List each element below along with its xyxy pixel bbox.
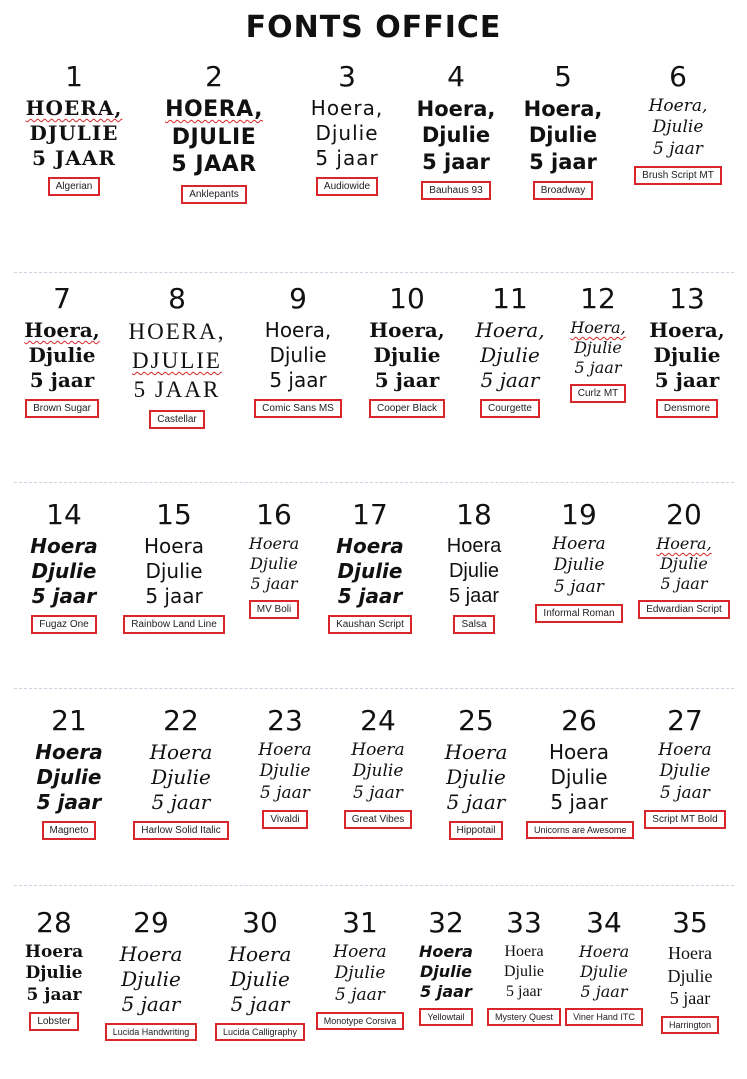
font-number: 2 xyxy=(205,60,223,93)
sample-line: Hoera xyxy=(35,740,103,764)
font-sample xyxy=(508,96,618,175)
sample-line: Hoera xyxy=(658,740,712,760)
page-title: FONTS OFFICE xyxy=(245,10,502,45)
sample-line: 5 jaar xyxy=(151,790,211,814)
sample-line: 5 jaar xyxy=(448,585,500,607)
sample-line: Djulie xyxy=(31,559,97,583)
font-name-label: Anklepants xyxy=(181,185,246,204)
sample-line: Hoera xyxy=(444,740,508,764)
font-number: 22 xyxy=(163,704,199,737)
font-sample-card xyxy=(208,906,312,1041)
sample-line: 5 jaar xyxy=(446,790,506,814)
font-name-label: Broadway xyxy=(533,181,593,200)
font-sample-card xyxy=(424,498,524,634)
font-name-label: Densmore xyxy=(656,399,718,418)
font-number: 11 xyxy=(492,282,528,315)
font-sample xyxy=(558,318,638,378)
sample-line: Djulie xyxy=(121,967,181,991)
sample-line: Djulie xyxy=(660,554,708,573)
font-name-label: Rainbow Land Line xyxy=(123,615,225,634)
sample-line: Djulie xyxy=(550,765,608,789)
font-sample xyxy=(14,942,94,1006)
font-sample-card xyxy=(462,282,558,418)
sample-line: Hoera xyxy=(668,943,712,963)
font-sample-card xyxy=(354,282,460,418)
font-name-label: Lobster xyxy=(29,1012,78,1031)
font-sample-card xyxy=(244,282,352,418)
font-number: 1 xyxy=(65,60,83,93)
font-number: 28 xyxy=(36,906,72,939)
sample-line: Hoera xyxy=(504,943,544,960)
font-sample xyxy=(622,96,734,160)
sample-line: Djulie xyxy=(334,963,386,984)
font-name-label: Castellar xyxy=(149,410,204,429)
sample-line: HOERA, xyxy=(25,96,123,120)
sample-line: Hoera xyxy=(30,534,98,558)
font-number: 10 xyxy=(389,282,425,315)
font-sample xyxy=(14,740,124,815)
sample-line: 5 jaar xyxy=(422,149,490,174)
font-sample-card xyxy=(486,906,562,1026)
sample-line: Hoera xyxy=(248,534,300,553)
sample-line: 5 jaar xyxy=(480,368,540,392)
font-sample xyxy=(240,740,330,804)
sample-line: Djulie xyxy=(553,555,605,576)
sample-line: DJULIE xyxy=(29,121,119,145)
font-sample xyxy=(406,96,506,175)
font-number: 19 xyxy=(561,498,597,531)
font-number: 15 xyxy=(156,498,192,531)
row-divider xyxy=(14,885,734,886)
font-sample xyxy=(126,740,236,815)
sample-line: DJULIE xyxy=(171,124,257,150)
font-number: 26 xyxy=(561,704,597,737)
sample-line: 5 jaar xyxy=(269,368,327,392)
font-sample xyxy=(118,534,230,609)
sample-line: Djulie xyxy=(36,765,102,789)
font-sample xyxy=(232,534,316,594)
sample-line: Djulie xyxy=(652,117,704,138)
sample-line: 5 jaar xyxy=(29,368,95,392)
font-number: 31 xyxy=(342,906,378,939)
font-sample-card xyxy=(14,498,114,634)
font-sample-card xyxy=(526,704,632,839)
font-sample xyxy=(562,942,646,1002)
sample-line: Djulie xyxy=(145,559,203,583)
sample-line: 5 jaar xyxy=(36,790,102,814)
font-name-label: Cooper Black xyxy=(369,399,445,418)
font-name-label: Edwardian Script xyxy=(638,600,730,619)
sample-line: 5 jaar xyxy=(660,574,708,593)
sample-line: 5 jaar xyxy=(26,984,82,1005)
font-name-label: Fugaz One xyxy=(31,615,96,634)
font-sample xyxy=(144,96,284,179)
font-sample-card xyxy=(126,704,236,840)
sample-line: Hoera, xyxy=(264,318,332,342)
font-name-label: Curlz MT xyxy=(570,384,627,403)
sample-line: Hoera xyxy=(578,942,630,961)
font-name-label: Brown Sugar xyxy=(25,399,99,418)
sample-line: Hoera xyxy=(119,942,183,966)
font-number: 9 xyxy=(289,282,307,315)
sample-line: 5 jaar xyxy=(554,576,604,597)
sample-line: 5 jaar xyxy=(230,992,290,1016)
font-sample xyxy=(526,534,632,598)
font-sample-card xyxy=(562,906,646,1026)
sample-line: Hoera xyxy=(446,535,502,557)
font-sample-card xyxy=(406,60,506,200)
sample-line: Djulie xyxy=(446,765,506,789)
font-sample-card xyxy=(526,498,632,623)
font-name-label: Magneto xyxy=(42,821,97,840)
sample-line: 5 jaar xyxy=(653,138,703,159)
font-name-label: Mystery Quest xyxy=(487,1008,561,1026)
font-sample xyxy=(114,318,240,404)
sample-line: Hoera, xyxy=(656,534,712,553)
sample-line: 5 JAAR xyxy=(32,146,116,170)
font-name-label: Informal Roman xyxy=(535,604,622,623)
sample-line: 5 jaar xyxy=(550,790,608,814)
font-sample-card xyxy=(14,906,94,1031)
sample-line: Djulie xyxy=(420,962,472,981)
sample-line: Djulie xyxy=(580,962,628,981)
font-sample-card xyxy=(508,60,618,200)
font-sample xyxy=(486,942,562,1002)
font-name-label: Viner Hand ITC xyxy=(565,1008,643,1026)
font-sample xyxy=(526,740,632,815)
sample-line: Hoera, xyxy=(369,318,445,342)
font-name-label: Harlow Solid Italic xyxy=(133,821,228,840)
font-sample-card xyxy=(634,498,734,619)
sample-line: 5 jaar xyxy=(250,574,298,593)
font-number: 21 xyxy=(51,704,87,737)
sample-line: 5 jaar xyxy=(260,782,310,803)
sample-line: Hoera xyxy=(143,534,205,558)
font-sample-card xyxy=(240,704,330,829)
sample-line: 5 jaar xyxy=(669,988,711,1008)
font-number: 17 xyxy=(352,498,388,531)
sample-line: Djulie xyxy=(448,560,500,582)
sample-line: 5 jaar xyxy=(121,992,181,1016)
font-sample xyxy=(634,534,734,594)
font-number: 5 xyxy=(554,60,572,93)
font-name-label: Script MT Bold xyxy=(644,810,725,829)
sample-line: HOERA, xyxy=(165,97,263,122)
font-number: 4 xyxy=(447,60,465,93)
sample-line: 5 jaar xyxy=(145,584,203,608)
font-sample-card xyxy=(96,906,206,1041)
font-sample xyxy=(288,96,406,171)
font-number: 29 xyxy=(133,906,169,939)
font-sample-card xyxy=(232,498,316,619)
sample-line: Hoera xyxy=(351,740,405,760)
font-sample-card xyxy=(144,60,284,204)
row-divider xyxy=(14,482,734,483)
row-divider xyxy=(14,272,734,273)
font-sample xyxy=(320,534,420,609)
font-number: 7 xyxy=(53,282,71,315)
font-sample xyxy=(14,96,134,171)
font-sample xyxy=(636,740,734,804)
font-sample xyxy=(406,942,486,1002)
font-name-label: Lucida Handwriting xyxy=(105,1023,198,1041)
sample-line: Hoera xyxy=(228,942,292,966)
font-number: 12 xyxy=(580,282,616,315)
sample-line: Hoera xyxy=(149,740,213,764)
sample-line: Djulie xyxy=(528,123,598,148)
sample-line: Djulie xyxy=(373,343,441,367)
sample-line: Hoera, xyxy=(648,96,708,116)
font-number: 16 xyxy=(256,498,292,531)
sample-line: 5 jaar xyxy=(420,982,472,1001)
sample-line: Djulie xyxy=(504,963,544,980)
font-number: 14 xyxy=(46,498,82,531)
font-name-label: Audiowide xyxy=(316,177,378,196)
sample-line: Djulie xyxy=(659,761,711,782)
font-number: 18 xyxy=(456,498,492,531)
font-number: 6 xyxy=(669,60,687,93)
font-name-label: Yellowtail xyxy=(419,1008,472,1026)
sample-line: Hoera, xyxy=(475,318,545,342)
font-name-label: Unicorns are Awesome xyxy=(526,821,634,839)
font-sample-card xyxy=(14,60,134,196)
font-number: 20 xyxy=(666,498,702,531)
sample-line: 5 jaar xyxy=(337,584,403,608)
font-sample xyxy=(208,942,312,1017)
sample-line: Djulie xyxy=(28,343,96,367)
font-number: 8 xyxy=(168,282,186,315)
font-name-label: Salsa xyxy=(453,615,494,634)
sample-line: 5 JAAR xyxy=(133,376,221,402)
font-name-label: Algerian xyxy=(48,177,101,196)
font-sample-card xyxy=(426,704,526,840)
sample-line: HOERA, xyxy=(128,319,226,344)
font-sample xyxy=(424,534,524,609)
font-sample-card xyxy=(406,906,486,1026)
font-sample-card xyxy=(288,60,406,196)
font-sample-card xyxy=(332,704,424,829)
font-name-label: Great Vibes xyxy=(344,810,413,829)
sample-line: 5 jaar xyxy=(660,782,710,803)
font-name-label: Hippotail xyxy=(449,821,504,840)
font-sample-card xyxy=(636,704,734,829)
font-name-label: Kaushan Script xyxy=(328,615,412,634)
font-number: 30 xyxy=(242,906,278,939)
sample-line: 5 jaar xyxy=(353,782,403,803)
sample-line: Hoera xyxy=(333,942,387,962)
font-sample xyxy=(96,942,206,1017)
sample-line: Djulie xyxy=(25,963,83,984)
sample-line: Hoera, xyxy=(416,97,496,121)
font-name-label: Vivaldi xyxy=(262,810,307,829)
sample-line: 5 jaar xyxy=(31,584,97,608)
font-sample xyxy=(14,318,110,393)
font-number: 34 xyxy=(586,906,622,939)
font-sample xyxy=(332,740,424,804)
font-name-label: Harrington xyxy=(661,1016,719,1034)
sample-line: Hoera, xyxy=(24,318,100,342)
font-number: 24 xyxy=(360,704,396,737)
font-sample-card xyxy=(646,906,734,1034)
font-sample xyxy=(646,942,734,1010)
font-sample-card xyxy=(558,282,638,403)
sample-line: Djulie xyxy=(574,338,622,357)
font-sample-card xyxy=(118,498,230,634)
sample-line: DJULIE xyxy=(132,347,222,373)
font-sample-card xyxy=(314,906,406,1030)
sample-line: 5 jaar xyxy=(574,358,622,377)
font-sample-card xyxy=(622,60,734,185)
font-number: 3 xyxy=(338,60,356,93)
sample-line: Hoera xyxy=(548,740,610,764)
sample-line: Hoera xyxy=(258,740,312,760)
sample-line: Djulie xyxy=(269,343,327,367)
font-name-label: Bauhaus 93 xyxy=(421,181,490,200)
font-sample xyxy=(14,534,114,609)
sample-line: Djulie xyxy=(653,343,721,367)
sample-line: 5 jaar xyxy=(506,983,542,1000)
font-name-label: Comic Sans MS xyxy=(254,399,342,418)
sample-line: Djulie xyxy=(337,559,403,583)
sample-line: Djulie xyxy=(315,121,379,145)
font-name-label: MV Boli xyxy=(249,600,299,619)
sample-line: Djulie xyxy=(230,967,290,991)
sample-line: Hoera, xyxy=(649,318,725,342)
sample-line: Hoera xyxy=(336,534,404,558)
sample-line: Djulie xyxy=(352,761,404,782)
font-sample xyxy=(244,318,352,393)
font-number: 25 xyxy=(458,704,494,737)
font-sample xyxy=(354,318,460,393)
sample-line: 5 jaar xyxy=(374,368,440,392)
font-sample-card xyxy=(114,282,240,429)
font-number: 35 xyxy=(672,906,708,939)
font-sample xyxy=(426,740,526,815)
sample-line: 5 jaar xyxy=(335,984,385,1005)
font-number: 13 xyxy=(669,282,705,315)
sample-line: Djulie xyxy=(667,965,713,986)
sample-line: Hoera, xyxy=(570,318,626,337)
row-divider xyxy=(14,688,734,689)
font-sample-card xyxy=(14,282,110,418)
font-number: 27 xyxy=(667,704,703,737)
font-sample xyxy=(314,942,406,1006)
font-number: 33 xyxy=(506,906,542,939)
sample-line: 5 jaar xyxy=(529,149,597,174)
font-name-label: Monotype Corsiva xyxy=(316,1012,405,1030)
font-name-label: Lucida Calligraphy xyxy=(215,1023,305,1041)
font-sample-card xyxy=(640,282,734,418)
sample-line: Djulie xyxy=(259,761,311,782)
sample-line: Hoera xyxy=(419,942,473,961)
font-sample-card xyxy=(320,498,420,634)
font-number: 32 xyxy=(428,906,464,939)
sample-line: Djulie xyxy=(480,343,540,367)
sample-line: 5 jaar xyxy=(654,368,720,392)
sample-line: Hoera, xyxy=(523,97,603,121)
font-number: 23 xyxy=(267,704,303,737)
font-name-label: Brush Script MT xyxy=(634,166,722,185)
font-name-label: Courgette xyxy=(480,399,540,418)
sample-line: Djulie xyxy=(151,765,211,789)
font-sample-card xyxy=(14,704,124,840)
sample-line: Djulie xyxy=(421,123,491,148)
sample-line: Hoera xyxy=(24,942,84,962)
font-sample xyxy=(640,318,734,393)
sample-line: 5 JAAR xyxy=(171,152,257,177)
font-sample xyxy=(462,318,558,393)
sample-line: Hoera, xyxy=(310,96,384,120)
sample-line: Hoera xyxy=(552,534,606,554)
sample-line: Djulie xyxy=(250,554,298,573)
sample-line: 5 jaar xyxy=(315,146,379,170)
sample-line: 5 jaar xyxy=(580,982,628,1001)
